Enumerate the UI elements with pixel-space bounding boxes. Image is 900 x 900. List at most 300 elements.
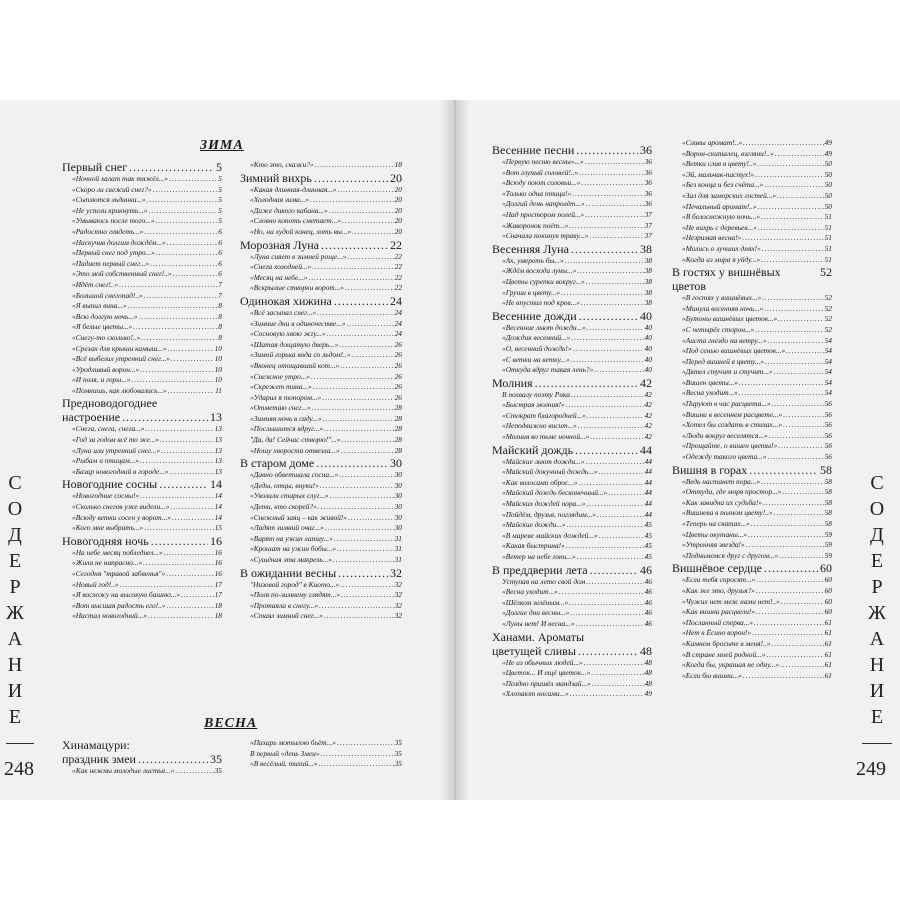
poem-page-number: 51 bbox=[824, 254, 832, 264]
poem-title: «В белоснежную ночь...» bbox=[682, 212, 761, 222]
leader-dots bbox=[779, 551, 823, 562]
leader-dots bbox=[569, 598, 643, 609]
poem-title: «Только одна птица!» bbox=[502, 188, 572, 198]
vertical-title-letter: И bbox=[7, 680, 23, 702]
toc-poem-entry bbox=[62, 185, 222, 196]
poem-title: «Без конца и без счёта...» bbox=[682, 180, 764, 190]
leader-dots bbox=[756, 607, 824, 618]
section-page-number: 52 bbox=[820, 265, 832, 280]
poem-title: «Жила не напрасно...» bbox=[72, 558, 143, 568]
poem-title: «Сушёная эта макрель...» bbox=[250, 555, 333, 564]
poem-title: «Если тебя спросят...» bbox=[682, 575, 756, 585]
leader-dots bbox=[171, 354, 214, 365]
poem-page-number: 46 bbox=[644, 618, 652, 628]
leader-dots bbox=[122, 410, 208, 424]
poem-title: «Не вихрь с деревьев...» bbox=[682, 222, 757, 232]
leader-dots bbox=[140, 365, 213, 376]
poem-title: «Под сенью вишнёвых цветов...» bbox=[682, 346, 786, 356]
poem-title: «Ветки слив в цвету!..» bbox=[682, 159, 757, 169]
toc-poem-entry bbox=[62, 354, 222, 365]
poem-page-number: 28 bbox=[394, 445, 402, 455]
poem-page-number: 44 bbox=[644, 467, 652, 477]
section-title: В ожидании весны bbox=[240, 565, 337, 580]
vertical-title-letter: Д bbox=[8, 524, 22, 546]
poem-title: «На небе месяц побледнел...» bbox=[72, 547, 163, 557]
poem-title: «Первый снег под утро...» bbox=[72, 248, 155, 258]
leader-dots bbox=[340, 361, 393, 372]
poem-title: «Когда из мира я уйду...» bbox=[682, 254, 761, 264]
poem-title: «Откуда вдруг такая лень?» bbox=[502, 365, 594, 375]
poem-page-number: 48 bbox=[644, 657, 652, 667]
leader-dots bbox=[746, 540, 824, 551]
toc-poem-entry bbox=[492, 168, 652, 179]
poem-page-number: 5 bbox=[218, 195, 222, 205]
leader-dots bbox=[342, 216, 394, 227]
leader-dots bbox=[319, 601, 394, 612]
leader-dots bbox=[167, 601, 214, 612]
toc-left-column-1 bbox=[62, 160, 222, 622]
left-page-number: 248 bbox=[4, 758, 34, 780]
toc-poem-entry bbox=[672, 314, 832, 325]
leader-dots bbox=[761, 255, 823, 266]
poem-title: «Перед вишней в цвету...» bbox=[682, 356, 765, 366]
poem-title: «Вскрылые створки ворот...» bbox=[250, 283, 344, 293]
poem-page-number: 59 bbox=[824, 529, 832, 539]
toc-poem-entry bbox=[240, 350, 402, 361]
section-page-number: 44 bbox=[640, 442, 652, 457]
leader-dots bbox=[590, 432, 643, 443]
leader-dots bbox=[324, 424, 393, 435]
toc-section-entry bbox=[492, 563, 652, 577]
poem-title: «Всё выбелил утренний снег...» bbox=[72, 354, 171, 364]
poem-page-number: 17 bbox=[214, 579, 222, 589]
toc-poem-entry bbox=[62, 386, 222, 397]
poem-page-number: 48 bbox=[644, 678, 652, 688]
poem-page-number: 56 bbox=[824, 441, 832, 451]
toc-poem-entry bbox=[672, 540, 832, 551]
leader-dots bbox=[337, 544, 394, 555]
toc-poem-entry bbox=[672, 597, 832, 608]
section-title: Майский дождь bbox=[492, 442, 574, 457]
toc-poem-entry bbox=[672, 170, 832, 181]
leader-dots bbox=[347, 319, 394, 330]
poem-title: «Первую песню весны»...» bbox=[502, 157, 584, 166]
toc-poem-entry bbox=[492, 390, 652, 401]
section-page-number: 60 bbox=[820, 561, 832, 576]
toc-poem-entry bbox=[240, 491, 402, 502]
leader-dots bbox=[175, 766, 213, 777]
leader-dots bbox=[170, 502, 213, 513]
toc-poem-entry bbox=[240, 361, 402, 372]
toc-poem-entry bbox=[240, 160, 402, 171]
leader-dots bbox=[756, 586, 824, 597]
leader-dots bbox=[758, 223, 824, 234]
poem-title: «Сливы аромат!..» bbox=[682, 138, 743, 147]
toc-poem-entry bbox=[492, 210, 652, 221]
section-page-number: 22 bbox=[390, 237, 402, 252]
leader-dots bbox=[313, 382, 394, 393]
poem-page-number: 13 bbox=[214, 445, 222, 455]
leader-dots bbox=[153, 185, 218, 196]
poem-page-number: 26 bbox=[394, 382, 402, 392]
leader-dots bbox=[169, 174, 217, 185]
vertical-title-letter: Ж bbox=[868, 602, 886, 624]
leader-dots bbox=[161, 446, 214, 457]
toc-section-entry bbox=[62, 534, 222, 548]
toc-poem-entry bbox=[492, 231, 652, 242]
toc-poem-entry bbox=[62, 766, 222, 777]
leader-dots bbox=[316, 456, 388, 470]
leader-dots bbox=[352, 227, 393, 238]
poem-title: «Дождик весенний...» bbox=[502, 333, 571, 343]
poem-title: «Майские льют дожди...» bbox=[502, 456, 585, 466]
poem-title: «Месяц на небе...» bbox=[250, 272, 308, 282]
leader-dots bbox=[755, 325, 823, 336]
leader-dots bbox=[762, 244, 824, 255]
poem-page-number: 58 bbox=[824, 508, 832, 518]
poem-title: «Снежный заяц – как живой!» bbox=[250, 512, 348, 522]
toc-poem-entry bbox=[240, 435, 402, 446]
leader-dots bbox=[324, 611, 394, 622]
leader-dots bbox=[322, 393, 393, 404]
poem-page-number: 13 bbox=[214, 424, 222, 434]
toc-poem-entry bbox=[240, 513, 402, 524]
leader-dots bbox=[749, 463, 818, 477]
poem-page-number: 58 bbox=[824, 487, 832, 497]
poem-title: «Словно копоть сметает...» bbox=[250, 216, 342, 226]
poem-title: «В мареве майских дождей...» bbox=[502, 530, 598, 540]
poem-page-number: 49 bbox=[824, 138, 832, 147]
poem-title: «Всю долгую ночь...» bbox=[72, 311, 138, 321]
leader-dots bbox=[571, 390, 644, 401]
leader-dots bbox=[144, 523, 213, 534]
poem-title: «Зимняя ночь в саду...» bbox=[250, 413, 322, 423]
poem-title: «Когда бы, украшая не одну...» bbox=[682, 660, 780, 670]
poem-title: "Да, да! Сейчас створю!"...» bbox=[250, 435, 341, 445]
poem-title: «Майский докучный дождь...» bbox=[502, 467, 598, 477]
poem-page-number: 6 bbox=[218, 226, 222, 236]
toc-poem-entry bbox=[240, 446, 402, 457]
poem-title: «Дятел стучит и стучит...» bbox=[682, 367, 773, 377]
leader-dots bbox=[172, 513, 214, 524]
leader-dots bbox=[771, 639, 823, 650]
section-title: Новогодняя ночь bbox=[62, 533, 149, 548]
poem-page-number: 42 bbox=[644, 432, 652, 442]
poem-page-number: 8 bbox=[218, 332, 222, 342]
toc-poem-entry bbox=[672, 293, 832, 304]
poem-page-number: 42 bbox=[644, 421, 652, 431]
poem-title: «Сосновую хвою жгу...» bbox=[250, 329, 326, 339]
vertical-title-letter: Н bbox=[869, 654, 885, 676]
leader-dots bbox=[338, 185, 394, 196]
leader-dots bbox=[138, 752, 208, 766]
poem-page-number: 50 bbox=[824, 190, 832, 200]
poem-page-number: 40 bbox=[644, 322, 652, 332]
poem-title: «Ладят зимний очаг...» bbox=[250, 523, 324, 533]
leader-dots bbox=[579, 168, 643, 179]
toc-poem-entry bbox=[240, 393, 402, 404]
poem-page-number: 54 bbox=[824, 335, 832, 345]
poem-title: «Вконец отощавший кот...» bbox=[250, 360, 340, 370]
toc-poem-entry bbox=[672, 660, 832, 671]
leader-dots bbox=[341, 590, 394, 601]
leader-dots bbox=[592, 679, 644, 690]
section-title: Молния bbox=[492, 375, 533, 390]
toc-poem-entry bbox=[492, 178, 652, 189]
poem-page-number: 14 bbox=[214, 502, 222, 512]
toc-section-entry bbox=[492, 376, 652, 390]
toc-poem-entry bbox=[240, 738, 402, 749]
leader-dots bbox=[584, 658, 644, 669]
toc-poem-entry bbox=[62, 301, 222, 312]
section-title: Первый снег bbox=[62, 160, 128, 174]
vertical-title-letter: О bbox=[7, 498, 23, 520]
poem-title: «Луна сияет в зимней роще...» bbox=[250, 251, 347, 261]
poem-page-number: 35 bbox=[394, 748, 402, 758]
poem-page-number: 46 bbox=[644, 597, 652, 607]
poem-page-number: 6 bbox=[218, 248, 222, 258]
poem-title: «Ворон-скиталец, взгляни!..» bbox=[682, 148, 774, 158]
toc-poem-entry bbox=[492, 355, 652, 366]
leader-dots bbox=[339, 470, 393, 481]
leader-dots bbox=[566, 541, 644, 552]
poem-title: «Весна уходит...» bbox=[502, 587, 558, 597]
leader-dots bbox=[739, 378, 824, 389]
poem-page-number: 48 bbox=[644, 668, 652, 678]
poem-page-number: 50 bbox=[824, 201, 832, 211]
vertical-title-letter: Н bbox=[7, 654, 23, 676]
leader-dots bbox=[315, 160, 394, 171]
vertical-title-letter: А bbox=[7, 628, 23, 650]
leader-dots bbox=[140, 456, 214, 467]
toc-poem-entry bbox=[240, 216, 402, 227]
leader-dots bbox=[757, 159, 823, 170]
poem-title: «Камнем бросьте в меня!..» bbox=[682, 638, 771, 648]
toc-poem-entry bbox=[62, 424, 222, 435]
poem-title: «Молния во тьме ночной...» bbox=[502, 432, 590, 442]
section-page-number: 24 bbox=[390, 293, 402, 308]
toc-section-entry bbox=[62, 752, 222, 766]
poem-title: «Чужих нет меж нами нет!..» bbox=[682, 596, 780, 606]
toc-section-entry bbox=[492, 143, 652, 157]
leader-dots bbox=[577, 552, 644, 563]
leader-dots bbox=[133, 322, 217, 333]
leader-dots bbox=[325, 523, 394, 534]
section-title: Вишня в горах bbox=[672, 462, 748, 477]
toc-poem-entry bbox=[62, 456, 222, 467]
leader-dots bbox=[168, 344, 214, 355]
toc-poem-entry bbox=[240, 403, 402, 414]
toc-poem-entry bbox=[672, 325, 832, 336]
toc-poem-entry bbox=[672, 530, 832, 541]
leader-dots bbox=[571, 242, 638, 256]
section-page-number: 42 bbox=[640, 375, 652, 390]
poem-title: «Холодная зима...» bbox=[250, 195, 310, 205]
poem-title: «Снегу-то сколько!..» bbox=[72, 332, 141, 342]
poem-title: «Прощайте, о вишен цветы!» bbox=[682, 441, 778, 451]
leader-dots bbox=[132, 375, 214, 386]
poem-page-number: 35 bbox=[394, 759, 402, 769]
section-page-number: 14 bbox=[210, 477, 222, 492]
poem-page-number: 59 bbox=[824, 550, 832, 560]
leader-dots bbox=[334, 294, 388, 308]
toc-poem-entry bbox=[62, 216, 222, 227]
poem-page-number: 32 bbox=[394, 590, 402, 600]
leader-dots bbox=[775, 149, 824, 160]
toc-poem-entry bbox=[672, 650, 832, 661]
section-title: В преддверии лета bbox=[492, 562, 588, 577]
poem-title: «Зимой горька вода со льдом!..» bbox=[250, 350, 351, 360]
toc-section-entry bbox=[62, 738, 222, 752]
toc-poem-entry bbox=[492, 689, 652, 700]
toc-poem-entry bbox=[492, 400, 652, 411]
toc-poem-entry bbox=[62, 611, 222, 622]
poem-title: «Пахарь мотыгою бьёт...» bbox=[250, 738, 336, 747]
poem-title: «Я белые цветы...» bbox=[72, 322, 133, 332]
poem-page-number: 14 bbox=[214, 512, 222, 522]
leader-dots bbox=[311, 372, 394, 383]
toc-poem-entry bbox=[240, 749, 402, 760]
section-page-number: 30 bbox=[390, 456, 402, 471]
book-gutter bbox=[440, 100, 470, 800]
poem-title: «Протаяла в снегу...» bbox=[250, 600, 319, 610]
leader-dots bbox=[571, 333, 643, 344]
leader-dots bbox=[169, 467, 213, 478]
poem-title: «С четырёх сторон...» bbox=[682, 324, 755, 334]
poem-page-number: 26 bbox=[394, 339, 402, 349]
toc-poem-entry bbox=[492, 478, 652, 489]
toc-section-entry bbox=[672, 265, 832, 293]
toc-poem-entry bbox=[492, 467, 652, 478]
poem-title: «Ветер на небе гони...» bbox=[502, 552, 576, 561]
poem-title: «Базар новогодний в городе...» bbox=[72, 466, 169, 476]
section-title: Хинамацури: bbox=[62, 738, 130, 752]
toc-section-entry bbox=[240, 238, 402, 252]
poem-page-number: 10 bbox=[214, 364, 222, 374]
section-page-number: 40 bbox=[640, 308, 652, 323]
poem-page-number: 56 bbox=[824, 409, 832, 419]
poem-page-number: 22 bbox=[394, 283, 402, 293]
poem-page-number: 28 bbox=[394, 424, 402, 434]
poem-page-number: 36 bbox=[644, 199, 652, 209]
poem-title: «В стране моей родной...» bbox=[682, 649, 766, 659]
poem-title: «Рыбам и птицам...» bbox=[72, 456, 139, 466]
poem-title: «Сыплются льдинки...» bbox=[72, 195, 146, 205]
toc-poem-entry bbox=[240, 308, 402, 319]
poem-page-number: 30 bbox=[394, 502, 402, 512]
poem-page-number: 60 bbox=[824, 575, 832, 585]
toc-poem-entry bbox=[672, 508, 832, 519]
poem-page-number: 5 bbox=[218, 184, 222, 194]
toc-poem-entry bbox=[240, 252, 402, 263]
leader-dots bbox=[345, 283, 394, 294]
poem-title: «Поднимемся друг с другом...» bbox=[682, 550, 779, 560]
section-title: В гостях у вишнёвых цветов bbox=[672, 265, 781, 294]
poem-page-number: 37 bbox=[644, 220, 652, 230]
poem-page-number: 13 bbox=[214, 456, 222, 466]
toc-poem-entry bbox=[672, 191, 832, 202]
toc-section-entry bbox=[492, 242, 652, 256]
leader-dots bbox=[752, 628, 823, 639]
leader-dots bbox=[762, 293, 823, 304]
toc-poem-entry bbox=[62, 491, 222, 502]
toc-left-column-2 bbox=[240, 160, 402, 622]
poem-title: «Послышится вдруг...» bbox=[250, 424, 324, 434]
toc-poem-entry bbox=[492, 344, 652, 355]
leader-dots bbox=[764, 180, 823, 191]
right-page-number: 249 bbox=[856, 758, 886, 780]
toc-poem-entry bbox=[492, 587, 652, 598]
leader-dots bbox=[566, 400, 644, 411]
section-page-number: 13 bbox=[210, 410, 222, 425]
toc-poem-entry bbox=[492, 432, 652, 443]
poem-title: «Скоро ли свежий снег?» bbox=[72, 184, 152, 194]
poem-page-number: 49 bbox=[644, 689, 652, 699]
section-title: Зимний вихрь bbox=[240, 170, 312, 185]
poem-title: «О, весенний дождь!» bbox=[502, 343, 572, 353]
poem-title: «Ночной халат так тяжёл...» bbox=[72, 174, 168, 183]
poem-title: «Дети, кто скорей?» bbox=[250, 502, 317, 512]
leader-dots bbox=[150, 259, 217, 270]
poem-title: «Хотел бы создать в стихах...» bbox=[682, 420, 783, 430]
toc-poem-entry bbox=[672, 346, 832, 357]
leader-dots bbox=[743, 138, 824, 149]
section-title-continued: настроение bbox=[62, 410, 121, 425]
leader-dots bbox=[314, 171, 388, 185]
toc-right-column-1 bbox=[492, 143, 652, 700]
poem-page-number: 45 bbox=[644, 541, 652, 551]
leader-dots bbox=[599, 531, 644, 542]
poem-page-number: 14 bbox=[214, 491, 222, 501]
leader-dots bbox=[173, 269, 218, 280]
toc-poem-entry bbox=[492, 266, 652, 277]
leader-dots bbox=[341, 446, 394, 457]
leader-dots bbox=[585, 457, 643, 468]
leader-dots bbox=[144, 227, 217, 238]
leader-dots bbox=[766, 650, 823, 661]
toc-poem-entry bbox=[492, 298, 652, 309]
leader-dots bbox=[783, 410, 823, 421]
vertical-title-letter: Е bbox=[870, 706, 884, 728]
poem-title: «Всюду ветки сосен у ворот...» bbox=[72, 512, 171, 522]
poem-page-number: 16 bbox=[214, 547, 222, 557]
toc-poem-entry bbox=[492, 365, 652, 376]
poem-page-number: 17 bbox=[214, 590, 222, 600]
poem-page-number: 36 bbox=[644, 188, 652, 198]
poem-page-number: 24 bbox=[394, 307, 402, 317]
toc-poem-entry bbox=[492, 658, 652, 669]
poem-title: «Снега холодней...» bbox=[250, 262, 312, 272]
poem-page-number: 61 bbox=[824, 628, 832, 638]
vertical-title-letter: С bbox=[8, 472, 22, 494]
toc-poem-entry bbox=[492, 199, 652, 210]
section-page-number: 32 bbox=[390, 565, 402, 580]
poem-title: «Весенние льют дожди...» bbox=[502, 322, 586, 332]
leader-dots bbox=[333, 555, 394, 566]
toc-poem-entry bbox=[240, 601, 402, 612]
poem-title: «Год за годом всё то же...» bbox=[72, 435, 160, 445]
toc-section-entry bbox=[240, 294, 402, 308]
poem-title: «Минула весенняя ночь...» bbox=[682, 303, 764, 313]
leader-dots bbox=[340, 580, 393, 591]
toc-poem-entry bbox=[240, 590, 402, 601]
leader-dots bbox=[575, 619, 643, 630]
poem-title: Уступая на лето свой дом bbox=[502, 576, 586, 586]
toc-poem-entry bbox=[492, 189, 652, 200]
poem-page-number: 16 bbox=[214, 569, 222, 578]
section-title: Новогодние сосны bbox=[62, 477, 158, 492]
leader-dots bbox=[587, 499, 644, 510]
